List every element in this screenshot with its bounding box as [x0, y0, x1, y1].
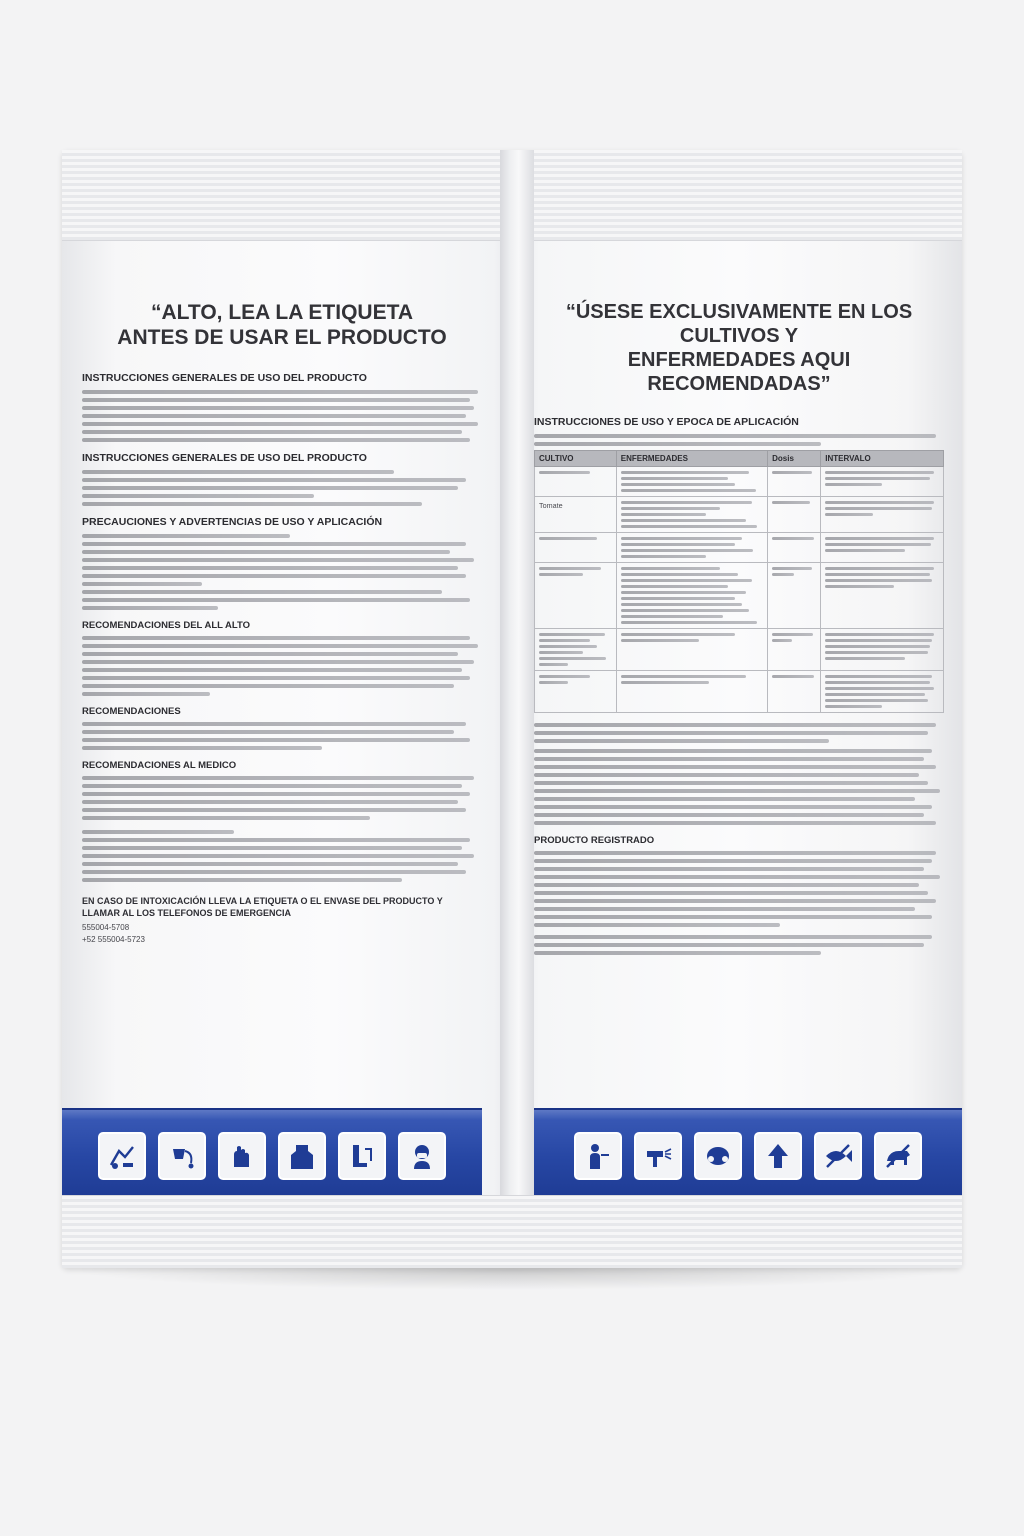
left-pictogram-row: [62, 1132, 482, 1180]
instrucciones-generales-text: [82, 390, 482, 442]
right-title-line2: ENFERMEDADES AQUI RECOMENDADAS”: [627, 349, 851, 395]
cell-cultivo: [535, 563, 617, 629]
left-title-line1: “ALTO, LEA LA ETIQUETA: [150, 301, 414, 324]
left-title-line2: ANTES DE USAR EL PRODUCTO: [117, 326, 447, 350]
registered-product-text: [534, 851, 944, 927]
cell-intervalo: [821, 563, 944, 629]
right-pictogram-row: [534, 1132, 962, 1180]
emergency-title: EN CASO DE INTOXICACIÓN LLEVA LA ETIQUETA O EL ENVASE DEL PRODUCTO Y LLAMAR AL LOS TELEFONOS DE EMERGENCIA: [82, 896, 443, 919]
cell-cultivo: Tomate: [535, 497, 617, 533]
cell-dosis: [768, 497, 821, 533]
cell-intervalo: [821, 671, 944, 713]
arrow-up-icon: [754, 1132, 802, 1180]
recomendaciones-alto-heading: RECOMENDACIONES DEL ALL ALTO: [82, 620, 251, 632]
right-usage-title: [534, 300, 944, 396]
medical-notes-text: [82, 830, 482, 882]
instrucciones-generales-heading: INSTRUCCIONES GENERALES DE USO DEL PRODUCTO: [82, 372, 367, 385]
recomendaciones-text: [82, 722, 482, 750]
sprayer-icon: [574, 1132, 622, 1180]
right-label-panel: [534, 300, 944, 959]
bottom-seal: [62, 1195, 962, 1268]
animal-icon: [874, 1132, 922, 1180]
cell-intervalo: [821, 467, 944, 497]
table-notes-text: [534, 723, 944, 743]
dose-table-intro: [534, 434, 944, 446]
product-bag: [62, 150, 962, 1268]
respirator-icon: [694, 1132, 742, 1180]
recomendaciones-medico-heading: RECOMENDACIONES AL MEDICO: [82, 760, 237, 772]
registered-product-heading: PRODUCTO REGISTRADO: [534, 835, 655, 846]
cell-dosis: [768, 467, 821, 497]
precauciones-heading: PRECAUCIONES Y ADVERTENCIAS DE USO Y APLICACIÓN: [82, 516, 383, 529]
table-row: [535, 629, 944, 671]
fish-icon: [814, 1132, 862, 1180]
dose-table-header-row: [535, 451, 944, 467]
table-row: [535, 671, 944, 713]
instrucciones-generales-text-2: [82, 470, 482, 506]
cell-enfermedades: [616, 497, 767, 533]
cell-cultivo: [535, 629, 617, 671]
spray-gun-icon: [634, 1132, 682, 1180]
emergency-phone-1: 555004-5708: [82, 922, 130, 932]
cell-dosis: [768, 629, 821, 671]
left-label-panel: [82, 300, 482, 944]
mixing-instructions-text: [534, 749, 944, 825]
left-pictogram-band: [62, 1108, 482, 1196]
recomendaciones-medico-text: [82, 776, 482, 820]
right-title-line1: “ÚSESE EXCLUSIVAMENTE EN LOS CULTIVOS Y: [565, 301, 913, 347]
cell-intervalo: [821, 629, 944, 671]
cell-enfermedades: [616, 533, 767, 563]
cell-cultivo: [535, 467, 617, 497]
mask-icon: [398, 1132, 446, 1180]
cell-enfermedades: [616, 671, 767, 713]
recomendaciones-heading: RECOMENDACIONES: [82, 706, 181, 718]
mixing-icon: [98, 1132, 146, 1180]
emergency-phone-2: +52 555004-5723: [82, 934, 145, 944]
header-intervalo: INTERVALO: [821, 451, 944, 467]
cell-intervalo: [821, 533, 944, 563]
left-warning-title: [82, 300, 482, 350]
header-dosis: Dosis: [768, 451, 821, 467]
dose-table: [534, 450, 944, 713]
cell-enfermedades: [616, 467, 767, 497]
emergency-block: [82, 896, 482, 943]
cell-dosis: [768, 563, 821, 629]
center-seam: [500, 150, 534, 1268]
header-enfermedades: ENFERMEDADES: [616, 451, 767, 467]
header-cultivo: CULTIVO: [535, 451, 617, 467]
cell-enfermedades: [616, 563, 767, 629]
table-row: [535, 497, 944, 533]
cell-cultivo: [535, 671, 617, 713]
pour-icon: [158, 1132, 206, 1180]
final-notes-text: [534, 935, 944, 955]
cell-dosis: [768, 533, 821, 563]
table-row: [535, 563, 944, 629]
dose-table-heading: INSTRUCCIONES DE USO Y EPOCA DE APLICACIÓN: [534, 416, 799, 428]
cell-intervalo: [821, 497, 944, 533]
recomendaciones-alto-text: [82, 636, 482, 696]
apron-icon: [278, 1132, 326, 1180]
boots-icon: [338, 1132, 386, 1180]
cell-dosis: [768, 671, 821, 713]
cell-cultivo: [535, 533, 617, 563]
gloves-icon: [218, 1132, 266, 1180]
precauciones-text: [82, 534, 482, 610]
right-pictogram-band: [534, 1108, 962, 1196]
instrucciones-generales-heading-2: INSTRUCCIONES GENERALES DE USO DEL PRODUCTO: [82, 452, 367, 465]
table-row: [535, 467, 944, 497]
cell-enfermedades: [616, 629, 767, 671]
table-row: [535, 533, 944, 563]
